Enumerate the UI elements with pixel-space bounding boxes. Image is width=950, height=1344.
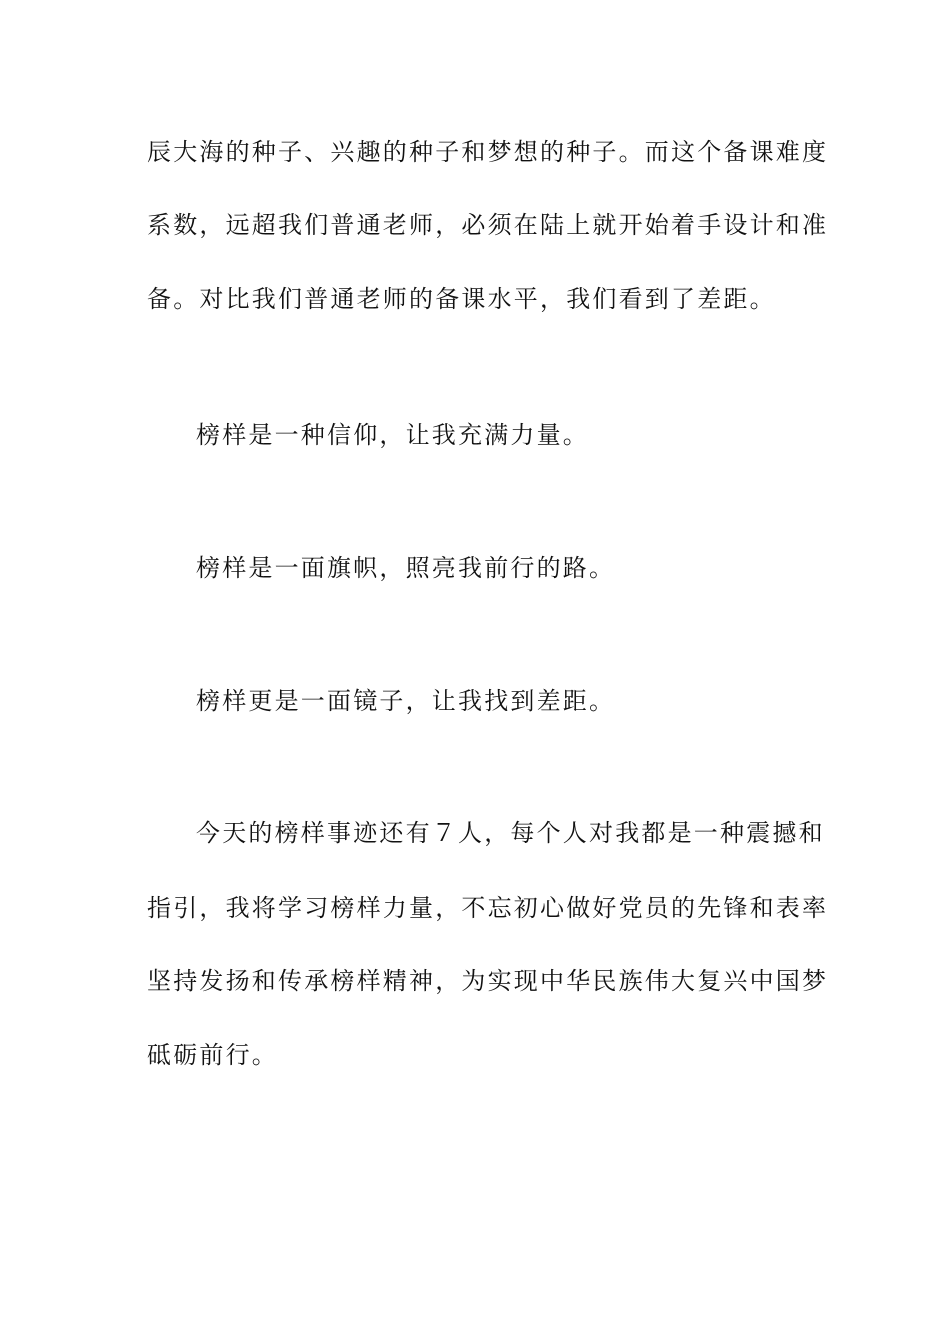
paragraph-line: 备。对比我们普通老师的备课水平，我们看到了差距。 <box>147 285 776 313</box>
paragraph-line: 坚持发扬和传承榜样精神，为实现中华民族伟大复兴中国梦 <box>147 967 829 995</box>
paragraph-line: 砥砺前行。 <box>147 1041 278 1069</box>
paragraph-line: 今天的榜样事迹还有７人，每个人对我都是一种震撼和 <box>196 819 825 847</box>
paragraph-line: 系数，远超我们普通老师，必须在陆上就开始着手设计和准 <box>147 211 829 239</box>
paragraph-line: 榜样是一种信仰，让我充满力量。 <box>196 421 589 449</box>
paragraph-line: 辰大海的种子、兴趣的种子和梦想的种子。而这个备课难度 <box>147 138 829 166</box>
paragraph-line: 榜样是一面旗帜，照亮我前行的路。 <box>196 554 616 582</box>
paragraph-line: 榜样更是一面镜子，让我找到差距。 <box>196 687 616 715</box>
paragraph-line: 指引，我将学习榜样力量，不忘初心做好党员的先锋和表率 <box>147 894 829 922</box>
